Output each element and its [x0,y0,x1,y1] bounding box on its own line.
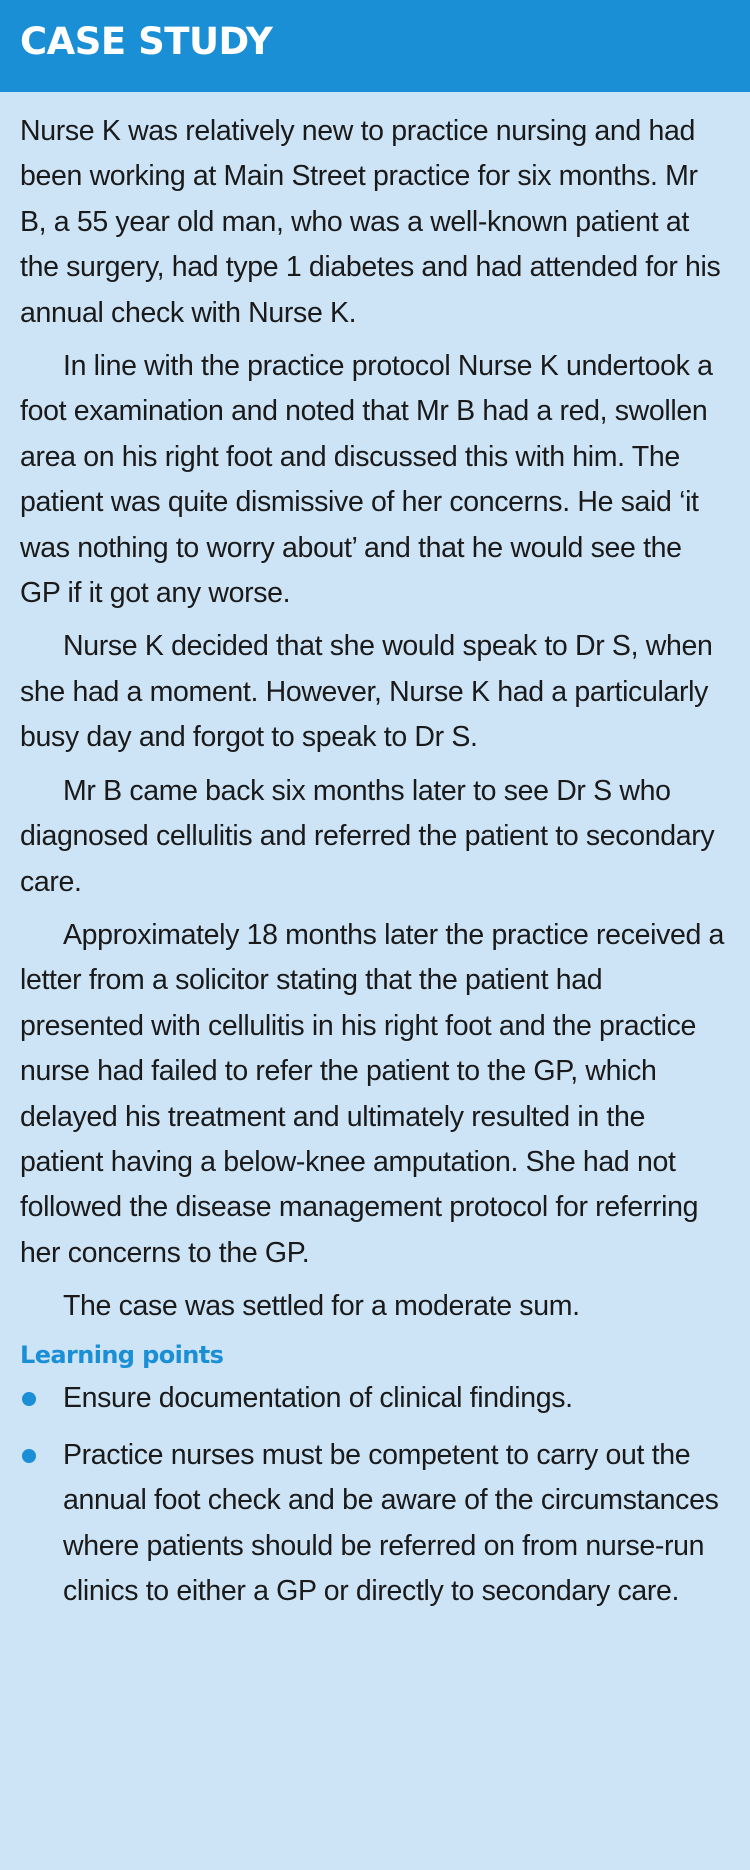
case-study-header [0,0,750,92]
bullet-icon [22,1392,36,1406]
case-paragraph-diagnosis: Mr B came back six months later to see Dr S who diagnosed cellulitis and referred the patient to secondary care. [20,774,715,898]
learning-point-text: Ensure documentation of clinical findings. [63,1381,573,1414]
bullet-icon [22,1449,36,1463]
learning-point-item [20,1433,728,1615]
case-study-title: CASE STUDY [20,20,273,63]
case-paragraph-intro: Nurse K was relatively new to practice nursing and had been working at Main Street practice for six months. Mr B, a 55 year old man, who was a well-known patient at the surgery, had type 1 diabetes and had attended for his annual check with Nurse K. [20,115,721,329]
learning-points-list [20,1376,728,1615]
case-study-body [0,92,750,1615]
case-paragraph-forgot: Nurse K decided that she would speak to Dr S, when she had a moment. However, Nurse K had a particularly busy day and forgot to speak to Dr S. [20,630,713,754]
case-paragraph-examination: In line with the practice protocol Nurse K undertook a foot examination and noted that Mr B had a red, swollen area on his right foot and discussed this with him. The patient was quite dismissive of her concerns. He said ‘it was nothing to worry about’ and that he would see the GP if it got any worse. [20,350,713,610]
learning-points-heading: Learning points [20,1340,224,1369]
case-paragraph-settlement: The case was settled for a moderate sum. [63,1290,580,1323]
learning-point-text: Practice nurses must be competent to carry out the annual foot check and be aware of the circumstances where patients should be referred on from nurse-run clinics to either a GP or directly to secondary care. [63,1438,719,1608]
learning-point-item [20,1376,728,1421]
case-paragraph-solicitor: Approximately 18 months later the practice received a letter from a solicitor stating that the patient had presented with cellulitis in his right foot and the practice nurse had failed to refer the patient to the GP, which delayed his treatment and ultimately resulted in the patient having a below-knee amputation. She had not followed the disease management protocol for referring her concerns to the GP. [20,918,725,1269]
